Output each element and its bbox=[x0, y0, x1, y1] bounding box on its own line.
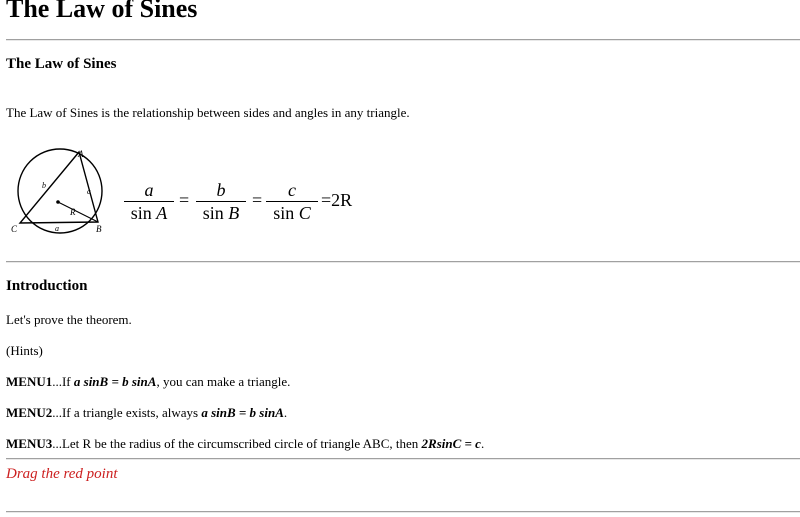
vertex-label-a: A bbox=[78, 149, 84, 159]
circumscribed-triangle-diagram bbox=[8, 148, 118, 238]
page-title: The Law of Sines bbox=[6, 0, 198, 23]
fraction-c-over-sinC bbox=[266, 180, 318, 223]
side-label-c: c bbox=[87, 187, 91, 196]
vertex-label-c: C bbox=[11, 224, 18, 234]
equals-sign: = bbox=[179, 190, 190, 210]
section-heading: The Law of Sines bbox=[6, 56, 117, 72]
drag-red-point-link[interactable]: Drag the red point bbox=[6, 466, 118, 482]
fraction-b-over-sinB bbox=[196, 180, 246, 223]
menu1-label: MENU1 bbox=[6, 374, 53, 389]
hints-label: (Hints) bbox=[6, 343, 43, 358]
fraction-a-over-sinA bbox=[124, 180, 174, 223]
equals-2r: =2R bbox=[321, 190, 353, 210]
menu2-line: MENU2...If a triangle exists, always a sinB = b sinA. bbox=[6, 405, 288, 420]
denominator-sinA: sin A bbox=[130, 203, 168, 223]
fraction-bar bbox=[196, 201, 246, 202]
menu1-expression: a sinB = b sinA bbox=[73, 374, 157, 389]
divider bbox=[6, 261, 800, 263]
divider bbox=[6, 511, 800, 513]
menu3-label: MENU3 bbox=[6, 436, 53, 451]
section-description: The Law of Sines is the relationship between sides and angles in any triangle. bbox=[6, 105, 410, 120]
center-point bbox=[56, 200, 60, 204]
menu1-line: MENU1...If a sinB = b sinA, you can make a triangle. bbox=[6, 374, 291, 389]
numerator-a: a bbox=[144, 180, 154, 200]
vertex-label-b: B bbox=[96, 224, 102, 234]
radius-line bbox=[58, 202, 98, 222]
introduction-heading: Introduction bbox=[6, 278, 88, 294]
side-label-a: a bbox=[55, 224, 59, 233]
menu2-expression: a sinB = b sinA bbox=[201, 405, 284, 420]
intro-lead: Let's prove the theorem. bbox=[6, 312, 132, 327]
divider bbox=[6, 458, 800, 460]
numerator-b: b bbox=[216, 180, 226, 200]
numerator-c: c bbox=[288, 180, 296, 200]
fraction-bar bbox=[266, 201, 318, 202]
denominator-sinC: sin C bbox=[273, 203, 311, 223]
equals-sign: = bbox=[252, 190, 263, 210]
menu3-line: MENU3...Let R be the radius of the circumscribed circle of triangle ABC, then 2RsinC = c. bbox=[6, 436, 485, 451]
side-label-b: b bbox=[42, 181, 46, 190]
radius-label: R bbox=[70, 207, 76, 217]
menu2-label: MENU2 bbox=[6, 405, 53, 420]
divider bbox=[6, 39, 800, 41]
fraction-bar bbox=[124, 201, 174, 202]
denominator-sinB: sin B bbox=[202, 203, 240, 223]
menu3-expression: 2RsinC = c bbox=[421, 436, 481, 451]
